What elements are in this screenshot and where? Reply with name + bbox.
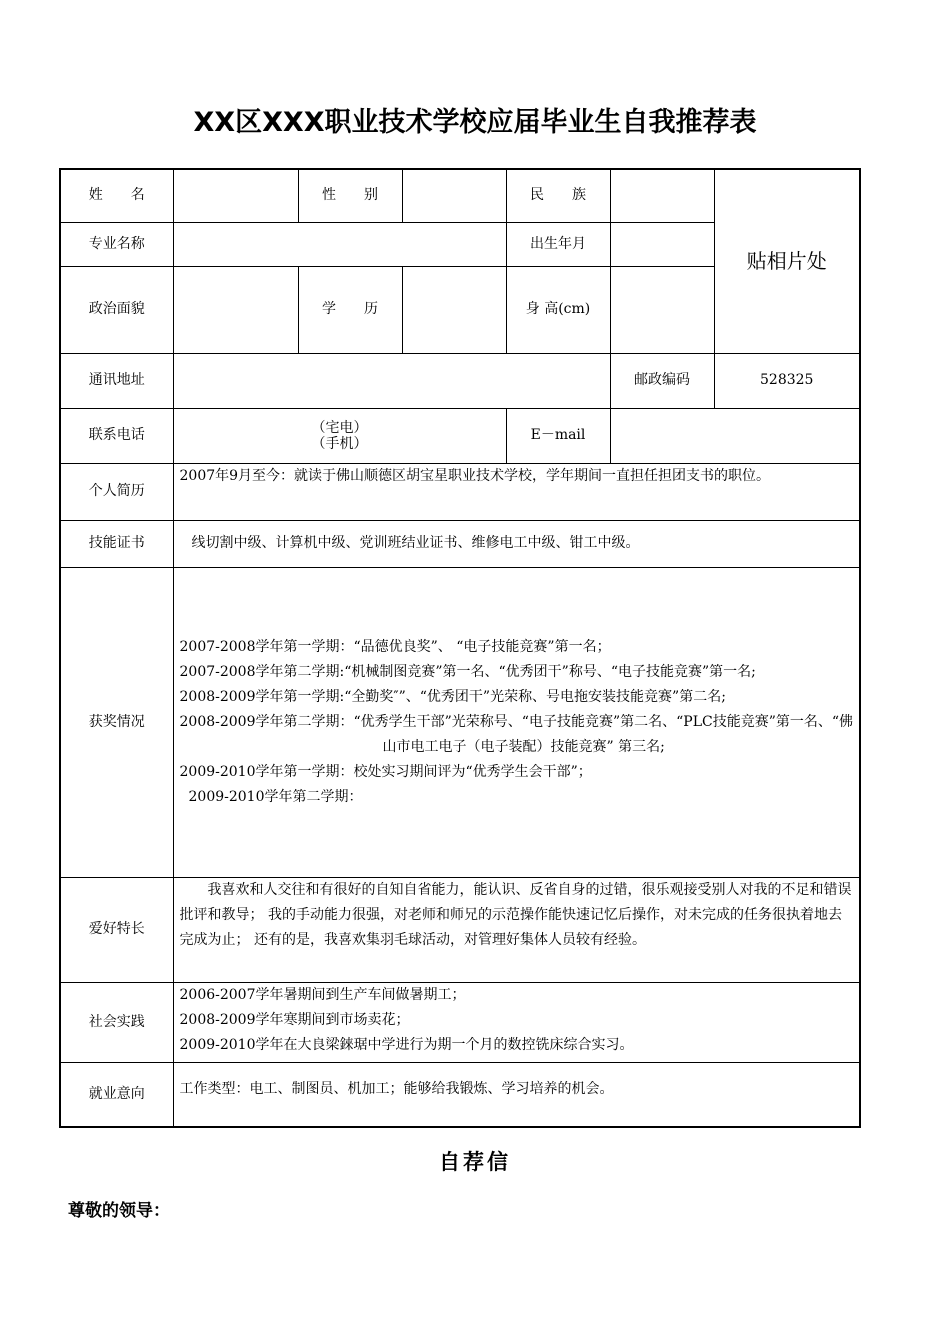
resume-value — [173, 463, 860, 520]
education-value[interactable] — [402, 266, 506, 353]
practice-item: 2009-2010学年在大良梁錸琚中学进行为期一个月的数控铣床综合实习。 — [179, 1036, 634, 1053]
award-item: 2007-2008学年第一学期：“品德优良奖”、 “电子技能竞赛”第一名； — [179, 638, 611, 655]
award-item: 2007-2008学年第二学期:“机械制图竞赛”第一名、“优秀团干”称号、“电子技能竞赛”第一名; — [179, 663, 756, 680]
skills-value: 线切割中级、计算机中级、党训班结业证书、维修电工中级、钳工中级。 — [173, 520, 860, 567]
postcode-value: 528325 — [714, 353, 860, 408]
name-label: 姓 名 — [60, 169, 173, 222]
practice-item: 2008-2009学年寒期间到市场卖花； — [179, 1011, 410, 1028]
phone-label: 联系电话 — [60, 408, 173, 463]
height-value[interactable] — [610, 266, 714, 353]
page-title: XX区XXX职业技术学校应届毕业生自我推荐表 — [193, 107, 757, 138]
practice-label: 社会实践 — [60, 982, 173, 1062]
email-value[interactable] — [610, 408, 860, 463]
awards-label: 获奖情况 — [60, 567, 173, 877]
recommendation-form — [59, 168, 861, 1128]
education-label: 学 历 — [298, 266, 402, 353]
award-item: 2009-2010学年第一学期：校处实习期间评为“优秀学生会干部”； — [179, 763, 592, 780]
award-item: 2008-2009学年第二学期：“优秀学生干部”光荣称号、“电子技能竞赛”第二名、“PLC技能竞赛”第一名、“佛山市电工电子（电子装配）技能竞赛” 第三名; — [179, 713, 854, 755]
hobby-label: 爱好特长 — [60, 877, 173, 982]
awards-value — [173, 567, 860, 877]
phone-mobile: （手机） — [311, 435, 368, 452]
gender-value[interactable] — [402, 169, 506, 222]
birth-value[interactable] — [610, 222, 714, 266]
address-value[interactable] — [173, 353, 610, 408]
intent-value: 工作类型：电工、制图员、机加工；能够给我锻炼、学习培养的机会。 — [173, 1062, 860, 1127]
resume-text: 2007年9月至今：就读于佛山顺德区胡宝星职业技术学校，学年期间一直担任担团支书的职位。 — [179, 467, 771, 484]
resume-label: 个人简历 — [60, 463, 173, 520]
intent-label: 就业意向 — [60, 1062, 173, 1127]
political-label: 政治面貌 — [60, 266, 173, 353]
major-label: 专业名称 — [60, 222, 173, 266]
ethnicity-label: 民 族 — [506, 169, 610, 222]
letter-salutation: 尊敬的领导： — [68, 1201, 170, 1221]
skills-label: 技能证书 — [60, 520, 173, 567]
practice-value — [173, 982, 860, 1062]
photo-placeholder: 贴相片处 — [714, 169, 860, 353]
phone-home: （宅电） — [311, 419, 368, 436]
phone-value[interactable] — [173, 408, 506, 463]
height-label: 身 高(cm) — [506, 266, 610, 353]
gender-label: 性 别 — [298, 169, 402, 222]
major-value[interactable] — [173, 222, 506, 266]
award-item: 2008-2009学年第一学期:“全勤奖″”、“优秀团干”光荣称、号电拖安装技能竞赛”第二名; — [179, 688, 726, 705]
address-label: 通讯地址 — [60, 353, 173, 408]
ethnicity-value[interactable] — [610, 169, 714, 222]
award-item: 2009-2010学年第二学期： — [188, 788, 363, 805]
postcode-label: 邮政编码 — [610, 353, 714, 408]
name-value[interactable] — [173, 169, 298, 222]
political-value[interactable] — [173, 266, 298, 353]
birth-label: 出生年月 — [506, 222, 610, 266]
letter-title: 自荐信 — [439, 1150, 511, 1174]
hobby-value: 我喜欢和人交往和有很好的自知自省能力，能认识、反省自身的过错，很乐观接受别人对我的不足和错误批评和教导； 我的手动能力很强，对老师和师兄的示范操作能快速记忆后操作，对未完成的任务很执着地去完成为止； 还有的是，我喜欢集羽毛球活动，对管理好集体人员较有经验。 — [173, 877, 860, 982]
practice-item: 2006-2007学年暑期间到生产车间做暑期工； — [179, 986, 466, 1003]
email-label: E－mail — [506, 408, 610, 463]
